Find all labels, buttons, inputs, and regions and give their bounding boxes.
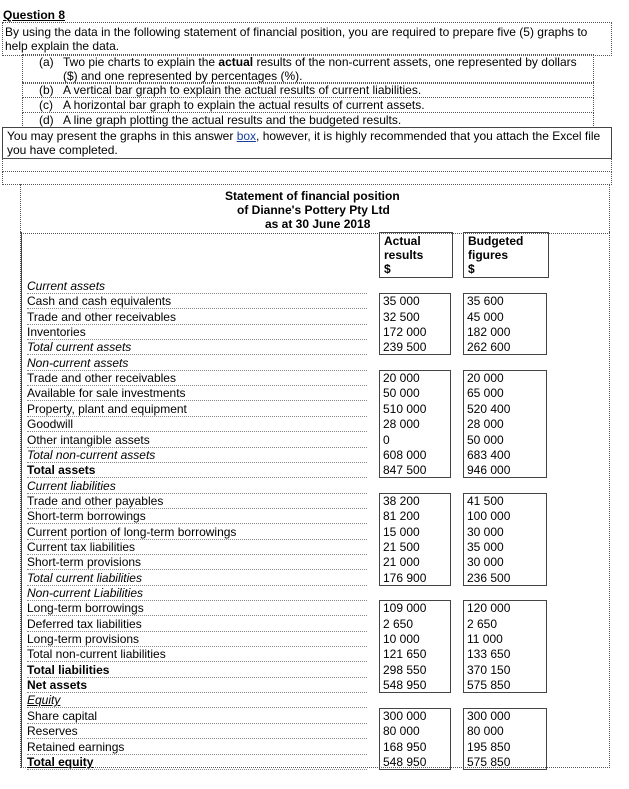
row-actual-value: 21 500 xyxy=(383,540,420,554)
col-budget-line-3: $ xyxy=(468,262,475,276)
row-actual-value: 548 950 xyxy=(383,755,427,769)
row-actual-value: 28 000 xyxy=(383,417,420,431)
answer-note xyxy=(3,128,611,158)
row-budget-value: 2 650 xyxy=(467,617,498,631)
row-budget-value: 41 500 xyxy=(467,494,504,508)
row-label: Equity xyxy=(27,693,367,708)
row-label: Trade and other receivables xyxy=(27,371,367,386)
row-label: Cash and cash equivalents xyxy=(27,294,367,309)
row-budget-value: 30 000 xyxy=(467,525,504,539)
row-label: Total liabilities xyxy=(27,663,367,678)
row-label: Trade and other payables xyxy=(27,494,367,509)
item-a-label: (a) xyxy=(39,55,54,69)
row-label: Net assets xyxy=(27,678,367,693)
row-label: Deferred tax liabilities xyxy=(27,617,367,632)
spacer-row xyxy=(2,158,612,172)
row-actual-value: 2 650 xyxy=(383,617,414,631)
spacer-row xyxy=(2,171,612,185)
row-label: Goodwill xyxy=(27,417,367,432)
col-actual-line-2: results xyxy=(384,248,424,262)
row-budget-value: 30 000 xyxy=(467,555,504,569)
col-budget-line-1: Budgeted xyxy=(468,234,524,248)
row-budget-value: 236 500 xyxy=(467,571,511,585)
table-row xyxy=(21,279,609,294)
row-label: Total assets xyxy=(27,463,367,478)
item-c-text: A horizontal bar graph to explain the actual results of current assets. xyxy=(63,98,425,112)
item-a-text xyxy=(63,55,591,83)
row-budget-value: 133 650 xyxy=(467,647,511,661)
budget-value-group xyxy=(463,370,547,478)
actual-value-group xyxy=(379,293,451,355)
row-label: Short-term borrowings xyxy=(27,509,367,524)
row-budget-value: 35 600 xyxy=(467,294,504,308)
row-actual-value: 847 500 xyxy=(383,463,427,477)
budget-value-group xyxy=(463,708,547,770)
row-budget-value: 80 000 xyxy=(467,724,504,738)
actual-value-group xyxy=(379,708,451,770)
col-actual-line-3: $ xyxy=(384,262,391,276)
row-actual-value: 0 xyxy=(383,433,390,447)
row-actual-value: 81 200 xyxy=(383,509,420,523)
row-budget-value: 575 850 xyxy=(467,755,511,769)
row-label: Total non-current assets xyxy=(27,448,367,463)
statement-title-line-3: as at 30 June 2018 xyxy=(265,217,371,231)
budget-value-group xyxy=(463,493,547,586)
row-label: Other intangible assets xyxy=(27,433,367,448)
table-row xyxy=(21,586,609,601)
row-label: Trade and other receivables xyxy=(27,310,367,325)
col-actual-line-1: Actual xyxy=(384,234,421,248)
row-actual-value: 15 000 xyxy=(383,525,420,539)
row-label: Non-current assets xyxy=(27,356,367,371)
row-budget-value: 11 000 xyxy=(467,632,503,646)
row-actual-value: 510 000 xyxy=(383,402,427,416)
row-budget-value: 575 850 xyxy=(467,678,511,692)
row-label: Inventories xyxy=(27,325,367,340)
row-actual-value: 10 000 xyxy=(383,632,420,646)
item-a-text-bold: actual xyxy=(218,55,254,69)
answer-box[interactable] xyxy=(2,127,612,159)
item-a-text-before: Two pie charts to explain the xyxy=(63,55,219,69)
row-label: Total current assets xyxy=(27,340,367,355)
row-actual-value: 298 550 xyxy=(383,663,427,677)
statement-table xyxy=(20,232,610,768)
table-row xyxy=(21,479,609,494)
row-actual-value: 172 000 xyxy=(383,325,427,339)
row-budget-value: 65 000 xyxy=(467,386,504,400)
col-budget-line-2: figures xyxy=(468,248,509,262)
item-b xyxy=(22,82,594,98)
budget-value-group xyxy=(463,600,547,693)
row-label: Current liabilities xyxy=(27,479,367,494)
col-header-budget xyxy=(463,232,549,278)
row-label: Total non-current liabilities xyxy=(27,647,367,662)
item-a xyxy=(22,54,594,84)
row-actual-value: 50 000 xyxy=(383,386,420,400)
row-actual-value: 548 950 xyxy=(383,678,427,692)
row-actual-value: 32 500 xyxy=(383,310,420,324)
row-actual-value: 38 200 xyxy=(383,494,420,508)
item-b-label: (b) xyxy=(39,83,54,97)
row-actual-value: 109 000 xyxy=(383,601,427,615)
col-header-actual xyxy=(379,232,453,278)
statement-title-line-1: Statement of financial position xyxy=(225,189,400,203)
answer-note-after: , however, it is highly recommended that you attach the Excel file you have completed. xyxy=(7,129,601,157)
row-label: Long-term provisions xyxy=(27,632,367,647)
row-budget-value: 120 000 xyxy=(467,601,511,615)
row-label: Share capital xyxy=(27,709,367,724)
row-label: Retained earnings xyxy=(27,740,367,755)
row-budget-value: 520 400 xyxy=(467,402,511,416)
row-budget-value: 45 000 xyxy=(467,310,504,324)
row-label: Available for sale investments xyxy=(27,386,367,401)
row-budget-value: 946 000 xyxy=(467,463,511,477)
budget-value-group xyxy=(463,293,547,355)
row-actual-value: 20 000 xyxy=(383,371,420,385)
actual-value-group xyxy=(379,600,451,693)
row-actual-value: 239 500 xyxy=(383,340,427,354)
question-intro-box xyxy=(2,22,612,56)
row-label: Reserves xyxy=(27,724,367,739)
row-budget-value: 195 850 xyxy=(467,740,511,754)
row-label: Total equity xyxy=(27,755,367,770)
row-budget-value: 50 000 xyxy=(467,433,504,447)
statement-title-line-2: of Dianne's Pottery Pty Ltd xyxy=(237,203,390,217)
row-actual-value: 300 000 xyxy=(383,709,427,723)
row-actual-value: 80 000 xyxy=(383,724,420,738)
box-link[interactable]: box xyxy=(236,129,257,143)
item-d xyxy=(22,112,594,128)
actual-value-group xyxy=(379,493,451,586)
row-label: Current assets xyxy=(27,279,367,294)
item-b-text: A vertical bar graph to explain the actual results of current liabilities. xyxy=(63,83,422,97)
question-title: Question 8 xyxy=(3,8,66,22)
row-budget-value: 28 000 xyxy=(467,417,504,431)
question-intro: By using the data in the following statement of financial position, you are required to prepare five (5) graphs to help explain the data. xyxy=(5,25,588,53)
statement-title-box xyxy=(20,184,610,234)
row-actual-value: 168 950 xyxy=(383,740,427,754)
row-budget-value: 683 400 xyxy=(467,448,511,462)
table-row xyxy=(21,356,609,371)
row-label: Total current liabilities xyxy=(27,571,367,586)
row-actual-value: 608 000 xyxy=(383,448,427,462)
row-label: Long-term borrowings xyxy=(27,601,367,616)
row-budget-value: 300 000 xyxy=(467,709,511,723)
answer-note-before: You may present the graphs in this answer xyxy=(7,129,237,143)
item-d-text: A line graph plotting the actual results and the budgeted results. xyxy=(63,113,402,127)
row-actual-value: 21 000 xyxy=(383,555,420,569)
row-actual-value: 35 000 xyxy=(383,294,420,308)
table-row xyxy=(21,693,609,708)
row-actual-value: 176 900 xyxy=(383,571,427,585)
row-budget-value: 100 000 xyxy=(467,509,511,523)
row-label: Current tax liabilities xyxy=(27,540,367,555)
row-budget-value: 370 150 xyxy=(467,663,511,677)
row-budget-value: 262 600 xyxy=(467,340,511,354)
item-d-label: (d) xyxy=(39,113,54,127)
row-label: Non-current Liabilities xyxy=(27,586,367,601)
item-c-label: (c) xyxy=(39,98,53,112)
item-c xyxy=(22,97,594,113)
row-label: Current portion of long-term borrowings xyxy=(27,525,367,540)
actual-value-group xyxy=(379,370,451,478)
item-a-text-after: results of the non-current assets, one represented by dollars ($) and one represented by percentages (%). xyxy=(63,55,577,83)
row-label: Property, plant and equipment xyxy=(27,402,367,417)
row-actual-value: 121 650 xyxy=(383,647,427,661)
row-budget-value: 35 000 xyxy=(467,540,504,554)
row-budget-value: 182 000 xyxy=(467,325,511,339)
row-label: Short-term provisions xyxy=(27,555,367,570)
row-budget-value: 20 000 xyxy=(467,371,504,385)
